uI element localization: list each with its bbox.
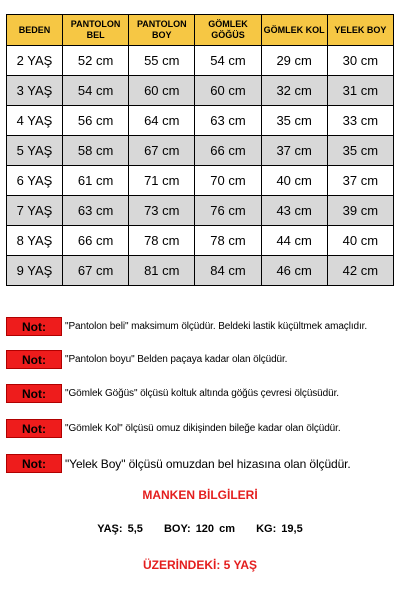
measure-cell: 63 cm [63,196,129,226]
measure-cell: 46 cm [261,256,327,286]
measure-cell: 67 cm [129,136,195,166]
measure-cell: 66 cm [195,136,261,166]
note-text: "Gömlek Kol" ölçüsü omuz dikişinden bileğe kadar olan ölçüdür. [65,423,341,434]
measure-cell: 29 cm [261,46,327,76]
note-badge: Not: [6,350,62,369]
measure-cell: 71 cm [129,166,195,196]
measure-cell: 78 cm [195,226,261,256]
table-row [7,256,394,286]
table-body [7,46,394,286]
model-wearing-size: ÜZERİNDEKİ: 5 YAŞ [142,558,258,572]
note-text: "Pantolon beli" maksimum ölçüdür. Beldeki lastik küçültmek amaçlıdır. [65,321,367,332]
size-table [6,14,394,286]
measure-cell: 78 cm [129,226,195,256]
model-height: BOY: 120 cm [163,523,236,535]
note-badge: Not: [6,384,62,403]
table-row [7,136,394,166]
size-cell: 2 YAŞ [7,46,63,76]
header-gomlek-kol: GÖMLEK KOL [261,15,327,46]
measure-cell: 35 cm [261,106,327,136]
size-cell: 4 YAŞ [7,106,63,136]
header-beden: BEDEN [7,15,63,46]
measure-cell: 39 cm [327,196,393,226]
table-row [7,226,394,256]
measure-cell: 58 cm [63,136,129,166]
measure-cell: 76 cm [195,196,261,226]
size-cell: 6 YAŞ [7,166,63,196]
size-cell: 5 YAŞ [7,136,63,166]
measure-cell: 33 cm [327,106,393,136]
note-badge: Not: [6,317,62,336]
note-text: "Gömlek Göğüs" ölçüsü koltuk altında göğüs çevresi ölçüsüdür. [65,388,339,399]
table-row [7,106,394,136]
measure-cell: 42 cm [327,256,393,286]
header-yelek-boy: YELEK BOY [327,15,393,46]
measure-cell: 70 cm [195,166,261,196]
measure-cell: 44 cm [261,226,327,256]
model-weight: KG: 19,5 [256,523,303,535]
note-yelek-boy [6,454,351,473]
measure-cell: 60 cm [129,76,195,106]
note-badge: Not: [6,419,62,438]
measure-cell: 63 cm [195,106,261,136]
measure-cell: 67 cm [63,256,129,286]
header-pantolon-boy: PANTOLON BOY [129,15,195,46]
measure-cell: 54 cm [63,76,129,106]
measure-cell: 66 cm [63,226,129,256]
note-text: "Yelek Boy" ölçüsü omuzdan bel hizasına olan ölçüdür. [65,456,351,471]
measure-cell: 30 cm [327,46,393,76]
measure-cell: 43 cm [261,196,327,226]
measure-cell: 54 cm [195,46,261,76]
size-cell: 9 YAŞ [7,256,63,286]
note-text: "Pantolon boyu" Belden paçaya kadar olan ölçüdür. [65,354,288,365]
size-cell: 3 YAŞ [7,76,63,106]
table-row [7,76,394,106]
measure-cell: 73 cm [129,196,195,226]
measure-cell: 81 cm [129,256,195,286]
note-badge: Not: [6,454,62,473]
note-pantolon-bel [6,317,367,336]
measure-cell: 32 cm [261,76,327,106]
table-row [7,166,394,196]
model-info-stats [0,523,400,535]
table-row [7,46,394,76]
note-gomlek-kol [6,419,341,438]
measure-cell: 64 cm [129,106,195,136]
model-info-title: MANKEN BİLGİLERİ [142,488,258,502]
measure-cell: 61 cm [63,166,129,196]
measure-cell: 31 cm [327,76,393,106]
measure-cell: 55 cm [129,46,195,76]
table-row [7,196,394,226]
measure-cell: 60 cm [195,76,261,106]
measure-cell: 56 cm [63,106,129,136]
measure-cell: 35 cm [327,136,393,166]
header-gomlek-gogus: GÖMLEK GÖĞÜS [195,15,261,46]
table-header-row [7,15,394,46]
size-cell: 8 YAŞ [7,226,63,256]
measure-cell: 84 cm [195,256,261,286]
measure-cell: 37 cm [327,166,393,196]
note-pantolon-boy [6,350,287,369]
note-gomlek-gogus [6,384,339,403]
measure-cell: 40 cm [261,166,327,196]
header-pantolon-bel: PANTOLON BEL [63,15,129,46]
measure-cell: 37 cm [261,136,327,166]
measure-cell: 52 cm [63,46,129,76]
measure-cell: 40 cm [327,226,393,256]
size-cell: 7 YAŞ [7,196,63,226]
model-age: YAŞ: 5,5 [97,523,143,535]
